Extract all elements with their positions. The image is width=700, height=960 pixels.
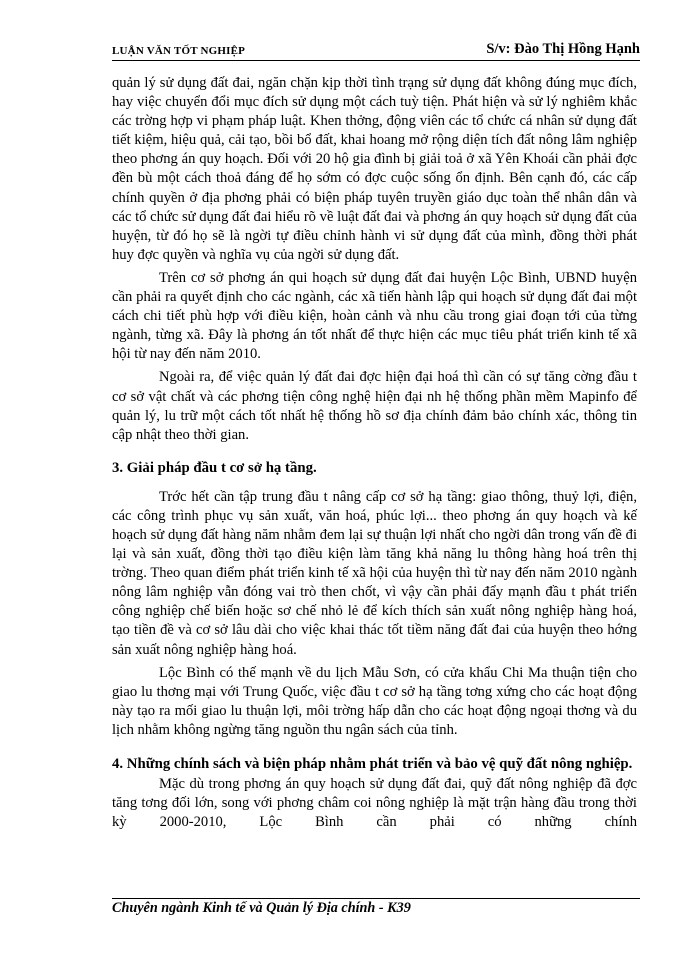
paragraph-planning: Trên cơ sở phơng án qui hoạch sử dụng đất đai huyện Lộc Bình, UBND huyện cần phải ra quyết định cho các ngành, các xã tiến hành lập qui hoạch sử dụng đất đai một cách chi tiết phù hợp với điều kiện, hoàn cảnh và nhu cầu trong giai đoạn tới của từng ngành, từng xã. Đây là phơng án tốt nhất để thực hiện các mục tiêu phát triển kinh tế xã hội từ nay đến năm 2010. — [112, 269, 637, 363]
document-body — [112, 74, 637, 836]
section-heading-infrastructure: 3. Giải pháp đầu t cơ sở hạ tầng. — [112, 459, 317, 476]
footer-divider — [112, 898, 640, 899]
paragraph-continuation: quản lý sử dụng đất đai, ngăn chặn kịp thời tình trạng sử dụng đất không đúng mục đích, hay việc chuyển đổi mục đích sử dụng một cách tuỳ tiện. Phát hiện và sử lý nghiêm khắc các trờng hợp vi phạm pháp luật. Khen thởng, động viên các tổ chức cá nhân sử dụng đất tiết kiệm, hiệu quả, cải tạo, bồi bổ đất, khai hoang mở rộng diện tích đất nông lâm nghiệp theo phơng án quy hoạch. Đối với 20 hộ gia đình bị giải toả ở xã Yên Khoái cần phải đợc đền bù một cách thoả đáng để họ sớm có đợc cuộc sống ổn định. Bên cạnh đó, các cấp chính quyền ở địa phơng phải có biện pháp tuyên truyền giáo dục toàn thể nhân dân và các tổ chức sử dụng đất đai hiểu rõ về luật đất đai và phơng án quy hoạch sử dụng đất của huyện, từ đó họ sẽ là ngời tự điều chỉnh hành vi sử dụng đất của mình, đồng thời phát huy đợc quyền và nghĩa vụ của ngời sử dụng đất. — [112, 75, 637, 263]
paragraph-modernization: Ngoài ra, để việc quản lý đất đai đợc hiện đại hoá thì cần có sự tăng cờng đầu t cơ sở vật chất và các phơng tiện công nghệ hiện đại nh hệ thống phần mềm Mapinfo để quản lý, lu trữ một cách tốt nhất hệ thống hồ sơ địa chính đảm bảo chính xác, thông tin cập nhật theo thời gian. — [112, 369, 637, 443]
paragraph-tourism: Lộc Bình có thế mạnh về du lịch Mẫu Sơn, có cửa khẩu Chi Ma thuận tiện cho giao lu thơng mại với Trung Quốc, việc đầu t cơ sở hạ tầng tơng xứng cho các hoạt động này tạo ra mối giao lu thuận lợi, môi trờng hấp dẫn cho các hoạt động ngoại thơng và du lịch nhằm không ngừng tăng nguồn thu ngân sách của tỉnh. — [112, 664, 637, 738]
page-header — [112, 41, 640, 59]
header-thesis-title: LUẬN VĂN TỐT NGHIỆP — [112, 45, 246, 57]
page-footer: Chuyên ngành Kinh tế và Quản lý Địa chính - K39 — [112, 900, 411, 916]
paragraph-infrastructure: Trớc hết cần tập trung đầu t nâng cấp cơ sở hạ tầng: giao thông, thuỷ lợi, điện, các công trình phục vụ sản xuất, văn hoá, phúc lợi... theo phơng án quy hoạch và kế hoạch sử dụng đất hàng năm nhằm đem lại sự thuận lợi nhất cho ngời dân trong vấn đề đi lại và sản xuất, đồng thời tạo điều kiện làm tăng khả năng lu thông hàng hoá trên thị trờng. Theo quan điểm phát triển kinh tế xã hội của huyện thì từ nay đến năm 2010 ngành nông lâm nghiệp vẫn đóng vai trò then chốt, vì vậy cần phải đẩy mạnh đầu t phát triển công nghiệp chế biến hoặc sơ chế nhỏ lẻ để kích thích sản xuất nông nghiệp hàng hoá, tạo tiền đề và cơ sở lâu dài cho việc khai thác tốt tiềm năng đất đai của huyện theo hớng sản xuất nông nghiệp hàng hoá. — [112, 488, 637, 658]
section-heading-agriculture: 4. Những chính sách và biện pháp nhằm phát triển và bảo vệ quỹ đất nông nghiệp. — [112, 756, 633, 772]
header-divider — [112, 60, 640, 61]
header-student-name: S/v: Đào Thị Hồng Hạnh — [486, 41, 640, 57]
paragraph-agriculture: Mặc dù trong phơng án quy hoạch sử dụng đất đai, quỹ đất nông nghiệp đã đợc tăng tơng đối lớn, song với phơng châm coi nông nghiệp là mặt trận hàng đầu trong thời kỳ 2000-2010, Lộc Bình cần phải có những chính — [112, 776, 637, 831]
